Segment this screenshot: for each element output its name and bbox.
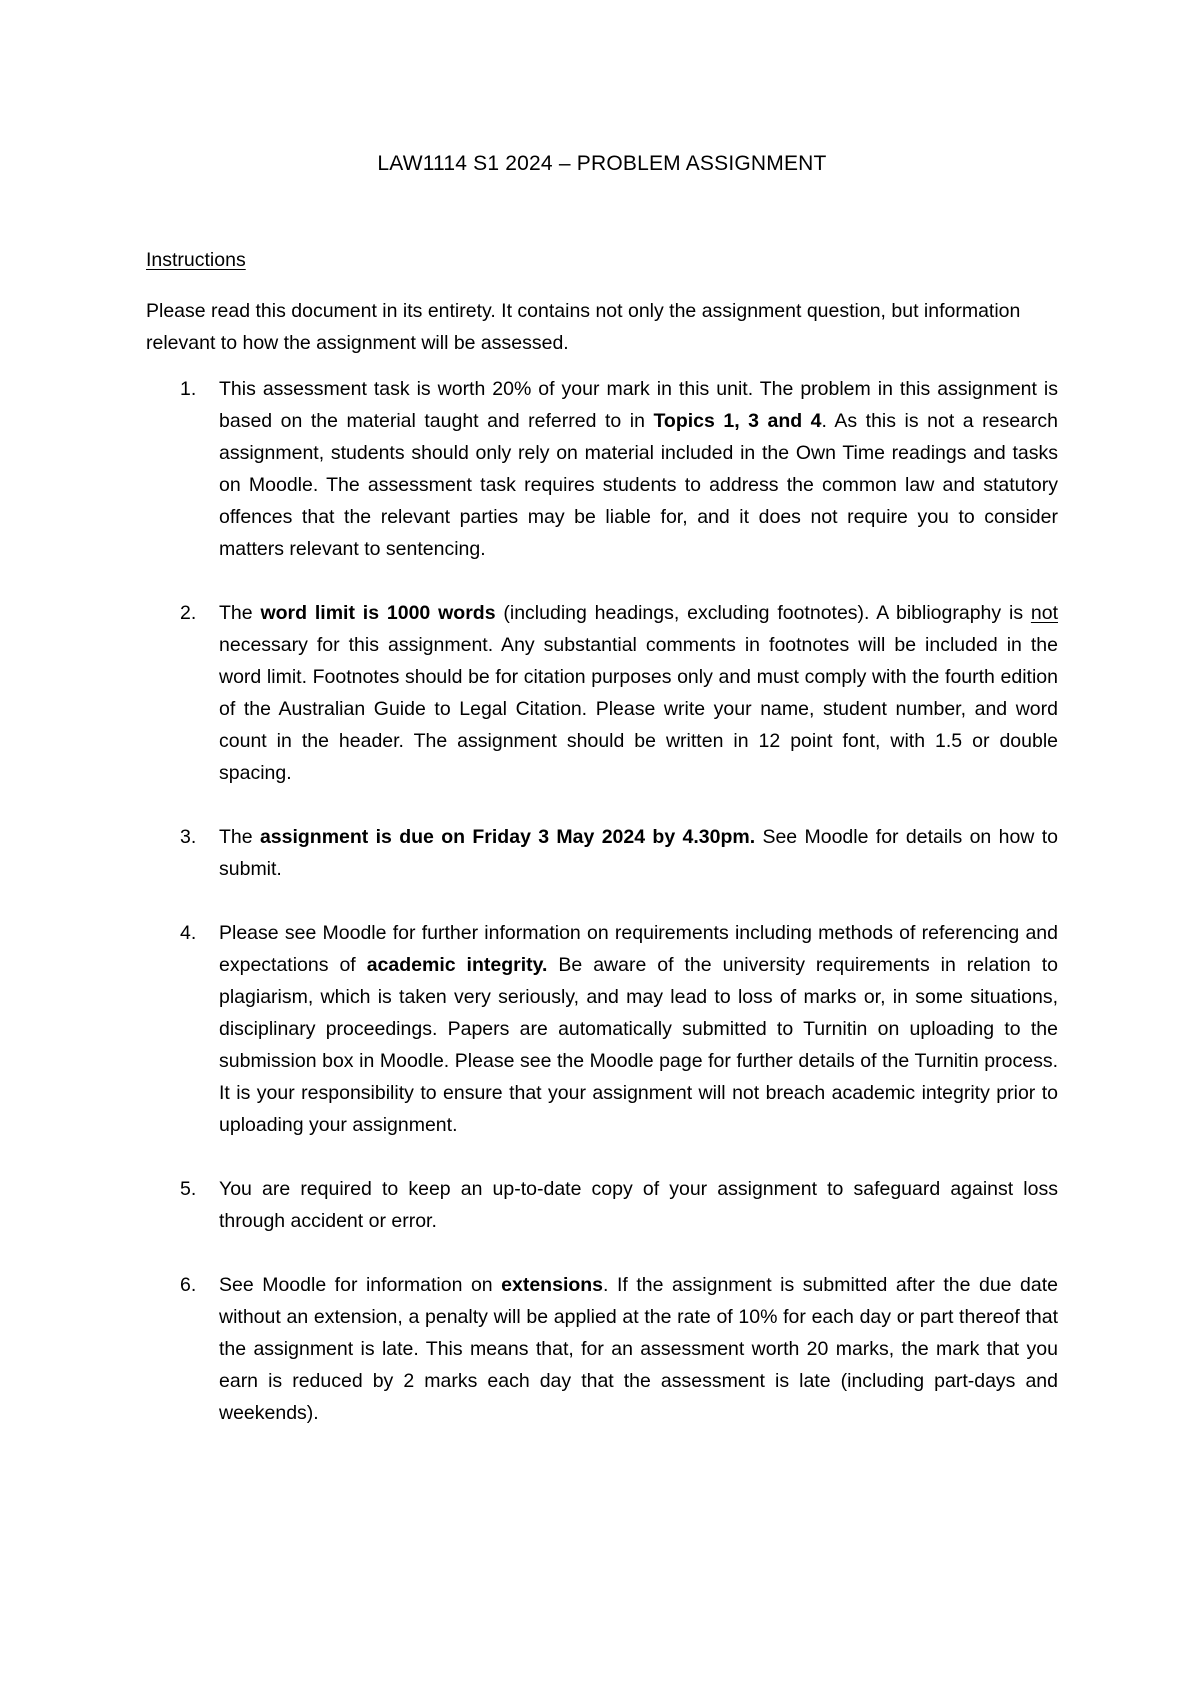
instruction-item-3	[146, 821, 1058, 885]
item-number: 1.	[180, 378, 197, 400]
item-text: You are required to keep an up-to-date copy of your assignment to safeguard against loss through accident or error.	[219, 1178, 1058, 1232]
item-text: Please see Moodle for further information on requirements including methods of referencing and expectations of	[219, 922, 1058, 976]
item-emphasis: word limit is 1000 words	[260, 602, 496, 624]
item-number: 2.	[180, 602, 197, 624]
item-text: See Moodle for information on	[219, 1274, 502, 1296]
item-emphasis: assignment is due on Friday 3 May 2024 by 4.30pm.	[259, 826, 756, 848]
instruction-item-2	[146, 597, 1058, 789]
item-text: (including headings, excluding footnotes). A bibliography is	[495, 602, 1031, 624]
item-underline: not	[1030, 602, 1059, 624]
item-text: The	[219, 826, 260, 848]
instructions-heading: Instructions	[146, 249, 246, 271]
item-emphasis: extensions	[501, 1274, 604, 1296]
instructions-list	[146, 373, 1058, 1461]
item-emphasis: academic integrity.	[366, 954, 548, 976]
document-page	[146, 0, 1058, 1696]
item-text: Be aware of the university requirements in relation to plagiarism, which is taken very seriously, and may lead to loss of marks or, in some situations, disciplinary proceedings. Papers are automatically submitted to Turnitin on uploading to the submission box in Moodle. Please see the Moodle page for further details of the Turnitin process. It is your responsibility to ensure that your assignment will not breach academic integrity prior to uploading your assignment.	[219, 954, 1058, 1136]
item-text: The	[219, 602, 261, 624]
intro-paragraph: Please read this document in its entirety. It contains not only the assignment question, but information relevant to how the assignment will be assessed.	[146, 300, 1021, 354]
item-text: . As this is not a research assignment, students should only rely on material included in the Own Time readings and tasks on Moodle. The assessment task requires students to address the common law and statutory offences that the relevant parties may be liable for, and it does not require you to consider matters relevant to sentencing.	[219, 410, 1058, 560]
item-number: 3.	[180, 826, 197, 848]
item-text: See Moodle for details on how to submit.	[219, 826, 1058, 880]
item-text: necessary for this assignment. Any substantial comments in footnotes will be included in the word limit. Footnotes should be for citation purposes only and must comply with the fourth edition of the Australian Guide to Legal Citation. Please write your name, student number, and word count in the header. The assignment should be written in 12 point font, with 1.5 or double spacing.	[219, 634, 1058, 784]
instruction-item-4	[146, 917, 1058, 1141]
instruction-item-6	[146, 1269, 1058, 1429]
item-text: This assessment task is worth 20% of your mark in this unit. The problem in this assignment is based on the material taught and referred to in	[219, 378, 1058, 432]
item-number: 6.	[180, 1274, 197, 1296]
item-text: . If the assignment is submitted after the due date without an extension, a penalty will be applied at the rate of 10% for each day or part thereof that the assignment is late. This means that, for an assessment worth 20 marks, the mark that you earn is reduced by 2 marks each day that the assessment is late (including part-days and weekends).	[219, 1274, 1059, 1424]
item-emphasis: Topics 1, 3 and 4	[653, 410, 822, 432]
instruction-item-1	[146, 373, 1058, 565]
item-number: 5.	[180, 1178, 197, 1200]
document-title: LAW1114 S1 2024 – PROBLEM ASSIGNMENT	[377, 152, 827, 175]
item-number: 4.	[180, 922, 197, 944]
instruction-item-5	[146, 1173, 1058, 1237]
